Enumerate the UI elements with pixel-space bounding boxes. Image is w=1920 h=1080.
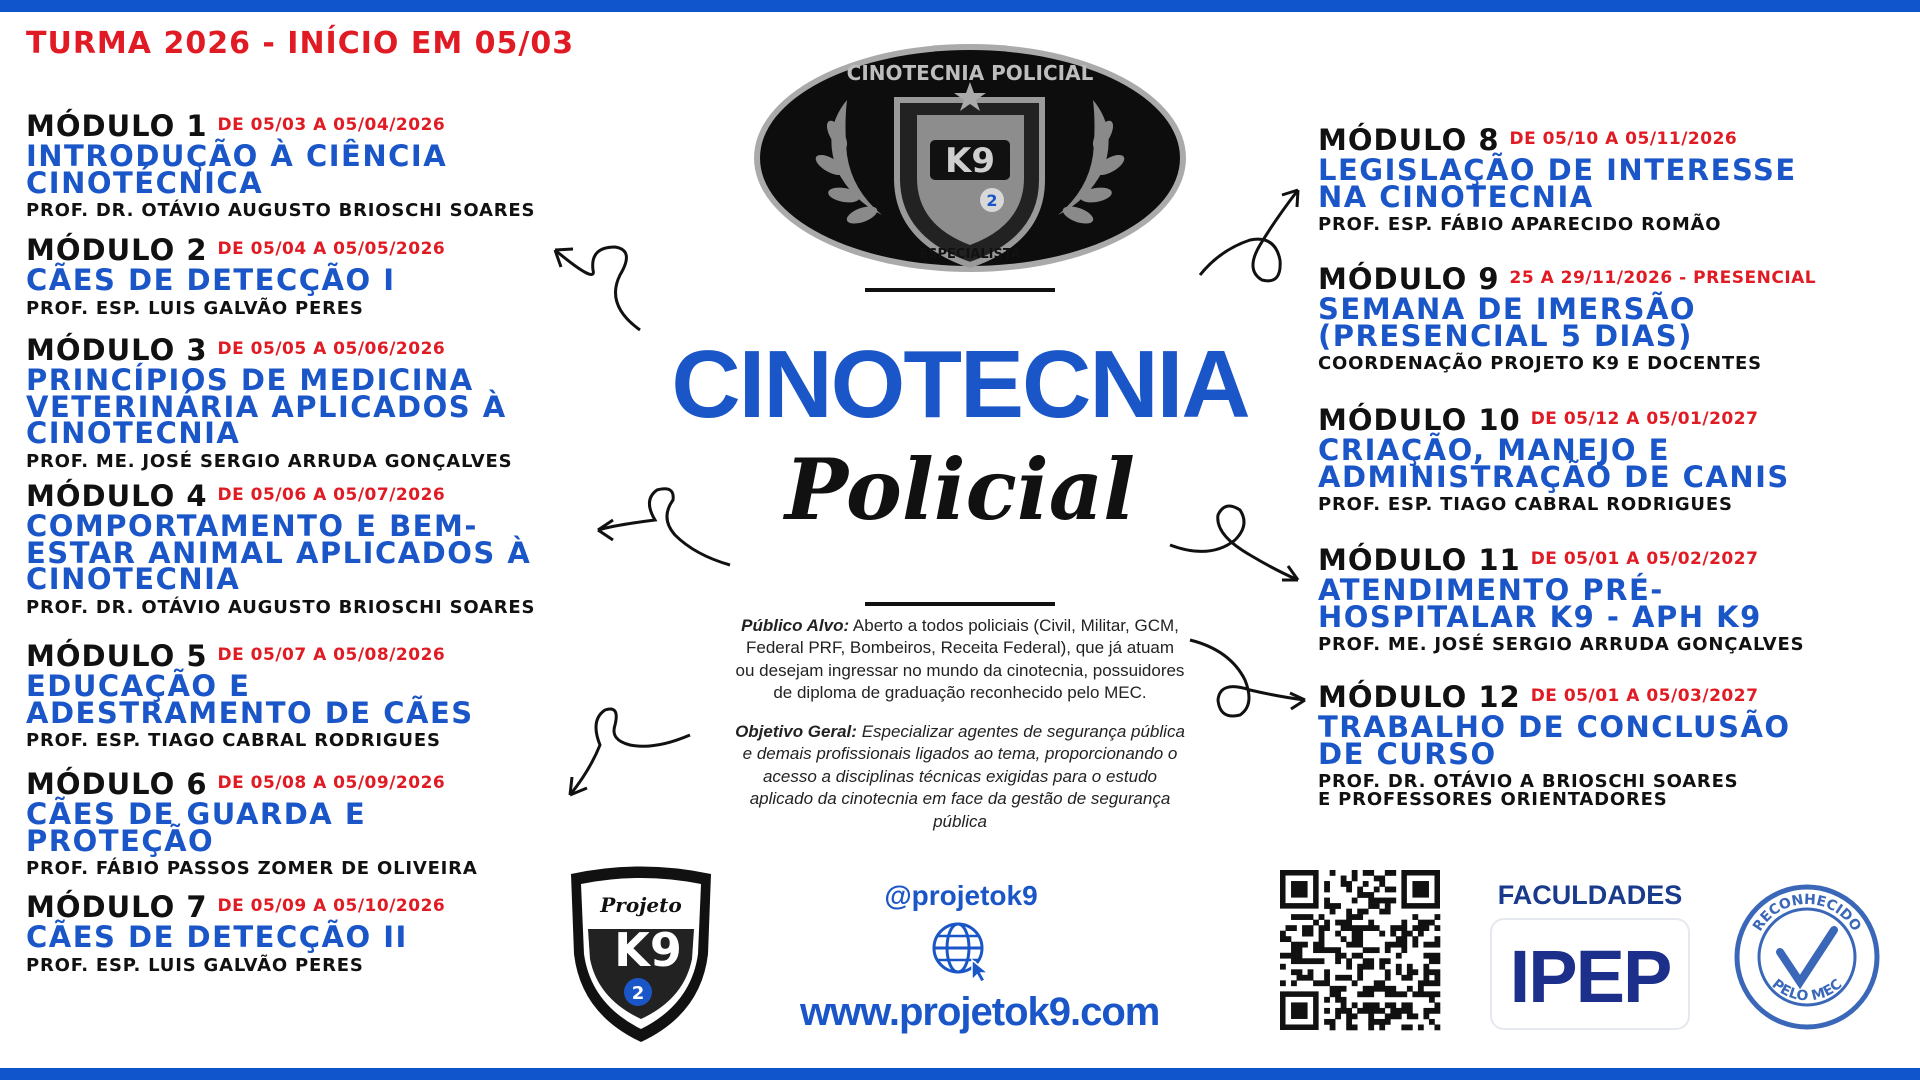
bottom-border <box>0 1068 1920 1080</box>
module-professor-line: PROF. ME. JOSÉ SERGIO ARRUDA GONÇALVES <box>1318 634 1805 656</box>
arrow-to-modulo-11 <box>1170 500 1310 590</box>
objetivo-geral <box>735 721 1185 833</box>
globe-cursor-icon <box>930 920 992 982</box>
module-date: 25 A 29/11/2026 - PRESENCIAL <box>1509 268 1817 288</box>
module-number: MÓDULO 6 <box>26 767 208 801</box>
module-professor <box>26 954 445 976</box>
arrow-to-modulo-8 <box>1200 185 1320 295</box>
module-number: MÓDULO 5 <box>26 639 208 673</box>
module-professor-line: PROF. DR. OTÁVIO AUGUSTO BRIOSCHI SOARES <box>26 200 536 222</box>
module-header <box>26 233 446 267</box>
module-title-line: LEGISLAÇÃO DE INTERESSE <box>1318 153 1797 187</box>
emblem-top-text: CINOTECNIA POLICIAL <box>846 61 1094 85</box>
objetivo-label: Objetivo Geral: <box>735 721 857 741</box>
module-header <box>26 109 535 143</box>
module-professor <box>1318 355 1816 373</box>
module-card <box>26 233 446 319</box>
module-professor <box>26 732 474 750</box>
module-title <box>1318 710 1791 771</box>
arrow-to-modulo-2 <box>545 235 665 335</box>
module-title <box>26 920 445 954</box>
module-card <box>1318 403 1790 516</box>
module-header <box>1318 543 1804 577</box>
module-title-line: (PRESENCIAL 5 DIAS) <box>1318 318 1693 353</box>
svg-text:2: 2 <box>986 191 998 210</box>
module-title <box>1318 573 1804 634</box>
qr-code[interactable] <box>1280 870 1440 1030</box>
module-card <box>1318 543 1805 656</box>
module-professor-line: PROF. FÁBIO PASSOS ZOMER DE OLIVEIRA <box>26 858 478 880</box>
module-professor <box>26 202 535 220</box>
module-number: MÓDULO 11 <box>1318 543 1521 577</box>
arrow-to-modulo-6 <box>565 700 695 800</box>
module-title-line: CÃES DE GUARDA E <box>26 797 367 831</box>
module-title-line: ATENDIMENTO PRÉ- <box>1318 573 1664 607</box>
module-title-line: CRIAÇÃO, MANEJO E <box>1318 433 1670 467</box>
module-number: MÓDULO 9 <box>1318 262 1500 296</box>
module-title-line: TRABALHO DE CONCLUSÃO <box>1318 710 1791 744</box>
module-professor-line: PROF. ME. JOSÉ SERGIO ARRUDA GONÇALVES <box>26 451 513 473</box>
publico-alvo <box>735 615 1185 705</box>
website-link[interactable]: www.projetok9.com <box>800 990 1160 1034</box>
emblem-badge: K9 <box>944 141 996 181</box>
module-title-line: VETERINÁRIA APLICADOS À <box>26 389 507 424</box>
module-professor <box>26 453 512 471</box>
module-date: DE 05/04 A 05/05/2026 <box>217 239 446 259</box>
faculdades-label: FACULDADES <box>1497 880 1683 910</box>
module-professor <box>1318 636 1804 654</box>
module-date: DE 05/09 A 05/10/2026 <box>217 896 446 916</box>
module-title-line: COMPORTAMENTO E BEM- <box>26 509 478 543</box>
module-header <box>26 639 474 673</box>
module-title-line: EDUCAÇÃO E <box>26 669 251 703</box>
module-number: MÓDULO 1 <box>26 109 208 143</box>
shield-main-text: K9 <box>614 923 682 977</box>
module-date: DE 05/05 A 05/06/2026 <box>217 339 446 359</box>
module-number: MÓDULO 4 <box>26 479 208 513</box>
module-number: MÓDULO 3 <box>26 333 208 367</box>
module-date: DE 05/10 A 05/11/2026 <box>1509 129 1738 149</box>
main-subtitle: Policial <box>784 440 1136 539</box>
module-card <box>26 890 446 976</box>
module-card <box>1318 262 1817 375</box>
module-title-line: DE CURSO <box>1318 736 1497 771</box>
divider-bottom <box>865 602 1055 606</box>
module-professor-line: PROF. ESP. TIAGO CABRAL RODRIGUES <box>26 730 441 752</box>
module-header <box>1318 680 1791 714</box>
projeto-k9-shield-logo <box>566 864 716 1044</box>
module-title-line: PRINCÍPIOS DE MEDICINA <box>26 363 474 397</box>
module-card <box>26 333 513 473</box>
module-professor <box>1318 773 1791 809</box>
module-date: DE 05/07 A 05/08/2026 <box>217 645 446 665</box>
module-date: DE 05/06 A 05/07/2026 <box>217 485 446 505</box>
module-title-line: CINOTÉCNICA <box>26 165 264 200</box>
module-professor-line: PROF. DR. OTÁVIO AUGUSTO BRIOSCHI SOARES <box>26 597 536 619</box>
shield-top-text: Projeto <box>600 893 682 917</box>
arrow-to-modulo-4 <box>595 480 735 570</box>
course-description <box>735 615 1185 833</box>
module-card <box>26 479 536 619</box>
publico-label: Público Alvo: <box>741 616 850 635</box>
module-title <box>26 797 478 858</box>
module-professor-line: PROF. ESP. LUIS GALVÃO PERES <box>26 954 364 976</box>
module-header <box>26 767 478 801</box>
module-professor-line: E PROFESSORES ORIENTADORES <box>1318 789 1668 811</box>
cinotecnia-emblem <box>752 40 1192 280</box>
module-title-line: ESTAR ANIMAL APLICADOS À <box>26 535 532 570</box>
module-date: DE 05/03 A 05/04/2026 <box>217 115 446 135</box>
module-title-line: INTRODUÇÃO À CIÊNCIA <box>26 139 448 173</box>
emblem-bottom-text: ESPECIALISTA <box>919 247 1021 262</box>
module-title-line: CINOTECNIA <box>26 562 241 597</box>
module-number: MÓDULO 10 <box>1318 403 1521 437</box>
instagram-handle[interactable]: @projetok9 <box>884 880 1038 911</box>
module-professor-line: PROF. ESP. FÁBIO APARECIDO ROMÃO <box>1318 214 1722 236</box>
module-title <box>1318 292 1816 353</box>
module-title <box>1318 433 1790 494</box>
module-card <box>26 767 478 880</box>
module-title <box>26 363 512 451</box>
main-title: CINOTECNIA <box>671 331 1249 438</box>
module-date: DE 05/01 A 05/03/2027 <box>1530 686 1759 706</box>
module-number: MÓDULO 7 <box>26 890 208 924</box>
module-title-line: PROTEÇÃO <box>26 823 215 858</box>
publico-text: Aberto a todos policiais (Civil, Militar, GCM, Federal PRF, Bombeiros, Receita Federal), que já atuam ou desejam ingressar no mundo da cinotecnia, possuidores de diploma de graduação reconhecido pelo MEC. <box>735 616 1185 703</box>
ipep-logo <box>1492 920 1688 1028</box>
top-border <box>0 0 1920 12</box>
module-professor <box>1318 216 1797 234</box>
module-date: DE 05/12 A 05/01/2027 <box>1530 409 1759 429</box>
seal-top-text: RECONHECIDO <box>1749 891 1864 935</box>
module-header <box>26 890 446 924</box>
divider-top <box>865 288 1055 292</box>
module-professor <box>26 297 445 319</box>
seal-bottom-text: PELO MEC <box>1768 976 1846 1005</box>
module-header <box>1318 262 1817 296</box>
svg-text:2: 2 <box>631 983 645 1004</box>
module-header <box>26 479 535 513</box>
module-number: MÓDULO 8 <box>1318 123 1500 157</box>
module-number: MÓDULO 2 <box>26 233 208 267</box>
module-title <box>26 139 535 200</box>
module-header <box>1318 123 1797 157</box>
module-title <box>26 509 535 597</box>
module-title-line: CINOTECNIA <box>26 416 241 451</box>
module-date: DE 05/01 A 05/02/2027 <box>1530 549 1759 569</box>
turma-heading: TURMA 2026 - INÍCIO EM 05/03 <box>26 26 575 61</box>
module-card <box>26 639 474 752</box>
module-card <box>26 109 536 222</box>
module-professor-line: PROF. ESP. TIAGO CABRAL RODRIGUES <box>1318 494 1733 516</box>
objetivo-text: Especializar agentes de segurança pública e demais profissionais ligados ao tema, proporcionando o acesso a disciplinas técnicas exigidas para o estudo aplicado da cinotecnia em face da gestão de segurança pública <box>742 721 1185 831</box>
module-professor-line: PROF. DR. OTÁVIO A BRIOSCHI SOARES <box>1318 771 1739 793</box>
reconhecido-mec-seal <box>1732 882 1882 1032</box>
arrow-to-modulo-12 <box>1190 635 1310 745</box>
module-professor-line: COORDENAÇÃO PROJETO K9 E DOCENTES <box>1318 353 1762 375</box>
module-title-line: CÃES DE DETECÇÃO II <box>26 920 408 954</box>
module-title <box>26 669 474 730</box>
module-title-line: SEMANA DE IMERSÃO <box>1318 292 1697 326</box>
module-number: MÓDULO 12 <box>1318 680 1521 714</box>
module-title-line: CÃES DE DETECÇÃO I <box>26 263 396 297</box>
module-professor <box>1318 496 1790 514</box>
module-date: DE 05/08 A 05/09/2026 <box>217 773 446 793</box>
module-card <box>1318 123 1797 236</box>
module-title-line: NA CINOTECNIA <box>1318 179 1594 214</box>
ipep-text: IPEP <box>1509 935 1671 1018</box>
module-title-line: ADESTRAMENTO DE CÃES <box>26 695 474 730</box>
module-title <box>26 263 445 297</box>
module-professor-line: PROF. ESP. LUIS GALVÃO PERES <box>26 297 364 319</box>
module-professor <box>26 860 478 878</box>
module-header <box>1318 403 1790 437</box>
module-header <box>26 333 512 367</box>
module-title <box>1318 153 1797 214</box>
module-title-line: ADMINISTRAÇÃO DE CANIS <box>1318 459 1790 494</box>
module-title-line: HOSPITALAR K9 - APH K9 <box>1318 599 1762 634</box>
module-professor <box>26 599 535 617</box>
module-card <box>1318 680 1791 811</box>
